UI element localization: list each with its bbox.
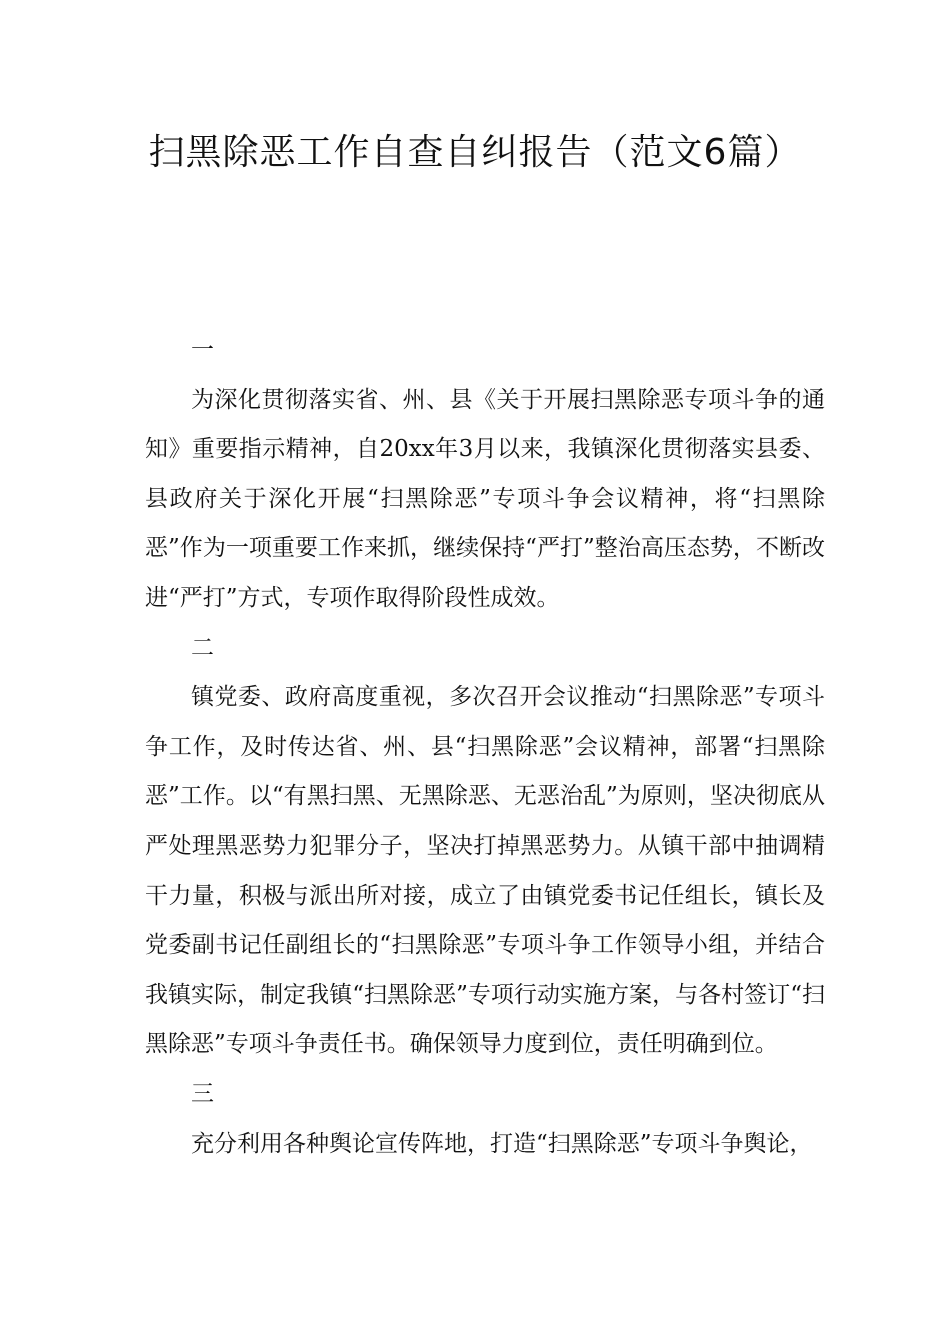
section-heading-3: 三: [191, 1080, 214, 1107]
document-body: [145, 326, 825, 1169]
section-heading-2: 二: [191, 634, 214, 661]
document-title: 扫黑除恶工作自查自纠报告（范文6篇）: [148, 132, 802, 173]
section-paragraph-2: 镇党委、政府高度重视，多次召开会议推动“扫黑除恶”专项斗争工作，及时传达省、州、县“扫黑除恶”会议精神，部署“扫黑除恶”工作。以“有黑扫黑、无黑除恶、无恶治乱”为原则，坚决彻底从严处理黑恶势力犯罪分子，坚决打掉黑恶势力。从镇干部中抽调精干力量，积极与派出所对接，成立了由镇党委书记任组长，镇长及党委副书记任副组长的“扫黑除恶”专项斗争工作领导小组，并结合我镇实际，制定我镇“扫黑除恶”专项行动实施方案，与各村签订“扫黑除恶”专项斗争责任书。确保领导力度到位，责任明确到位。: [145, 684, 825, 1058]
section-paragraph-3: 充分利用各种舆论宣传阵地，打造“扫黑除恶”专项斗争舆论，: [191, 1130, 813, 1157]
section-paragraph-1: 为深化贯彻落实省、州、县《关于开展扫黑除恶专项斗争的通知》重要指示精神，自20xx年3月以来，我镇深化贯彻落实县委、县政府关于深化开展“扫黑除恶”专项斗争会议精神，将“扫黑除恶”作为一项重要工作来抓，继续保持“严打”整治高压态势，不断改进“严打”方式，专项作取得阶段性成效。: [145, 386, 825, 611]
section-heading-1: 一: [191, 337, 214, 363]
